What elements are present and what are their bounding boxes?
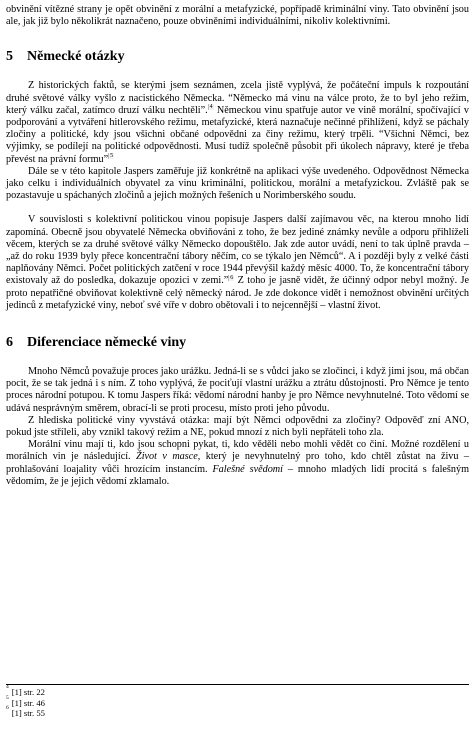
- footnote-text: [1] str. 55: [11, 708, 45, 719]
- footnote-ref[interactable]: 5: [110, 153, 114, 160]
- paragraph-text: V souvislosti s kolektivní politickou vinou popisuje Jaspers další zajímavou věc, na kterou mnoho lidí zapomíná. Obecně jsou obyvatelé Německa obviňováni z toho, že bez jediné známky nevůle a odporu přihlíželi věcem, kterých se za druhé světové války Německo dopouštělo. Jak zde autor uvádí, není to tak úplně pravda – „až do roku 1939 byly přece koncentrační tábory něčím, co se týkalo jen Němců“. A i později byly z velké části naplňovány Němci. Počet politických zatčení v roce 1944 převýšil každý měsíc 4000. To, že koncentrační tábory existovaly až do posledka, dokazuje opozici v zemi.”: [6, 214, 469, 287]
- section-title: Německé otázky: [27, 49, 125, 65]
- paragraph-intro: obvinění vítězné strany je opět obvinění z morální a metafyzické, popřípadě kriminální viny. Tato obvinění jsou ale, jak již bylo několikrát naznačeno, pouze obviněními individuálními, nikoliv kolektivními.: [6, 4, 469, 28]
- section-number: 6: [6, 335, 13, 351]
- paragraph-text: , který je nevyhnutelný pro toho, kdo chtěl zůstat na živu – prohlašování loajality vůči hrozícím instancím.: [6, 451, 469, 475]
- footnote-mark: 4: [6, 684, 9, 690]
- emphasis: Falešné svědomí: [212, 463, 283, 475]
- footnote-ref[interactable]: 6: [230, 275, 234, 282]
- paragraph-text: Z toho je jasně vidět, že účinný odpor nebyl možný. Je proto nepatřičné obviňovat kolektivně celý německý národ. Je zde dokonce vidět i nemožnost obvinění určitých jedinců z metafyzické viny, neboť své víře v dobro obětovali i to nejcennější – vlastní život.: [6, 275, 469, 311]
- paragraph-text: Německou vinu spatřuje autor ve vině morální, spočívající v podporování a vytváření hitlerovského režimu, metafyzické, která naznačuje nečinné přihlížení, když se páchaly zločiny a politické, kdy jsou všichni občané odpovědni za činy režimu, který trpěli. “Všichni Němci, bez výjimky, se podílejí na politické odpovědnosti. Musí tudíž společně působit při úkolech nápravy, které je třeba převést na právní formu”: [6, 104, 469, 165]
- paragraph-text: Morální vinu mají ti, kdo jsou schopni pykat, ti, kdo věděli nebo mohli vědět co činí. Možné rozdělení u morálních vin je následující.: [6, 439, 469, 463]
- paragraph: Z hlediska politické viny vyvstává otázka: mají být Němci odpovědni za zločiny? Odpověď zní ANO, pokud jste stříleli, aby vznikl takový režim a NE, pokud mnozí z nich byli nepřáteli toho zla.: [6, 414, 469, 439]
- footnotes: [6, 684, 469, 719]
- paragraph: Dále se v této kapitole Jaspers zaměřuje již konkrétně na aplikaci výše uvedeného. Odpovědnost Německa jako celku i individuálních obyvatel za vinu kriminální, politickou, morální a metafyzickou. Zvláště pak se pozastavuje u spáchaných zločinů a jejich možných řešeních u Norimberského soudu.: [6, 165, 469, 202]
- paragraph: Mnoho Němců považuje proces jako urážku. Jedná-li se s vůdci jako se zločinci, i když jimi jsou, má občan pocit, že se tak jedná i s ním. Z toho vyplývá, že pociťují vlastní urážku a ztrátu důstojnosti. Pro Němce je tento proces národní potupou. K tomu Jaspers říká: vědomí národní hanby je pro Němce nevyhnutelné. Toto vědomí se udává nesprávným směrem, obrací-li se proti procesu, místo proti jeho původu.: [6, 366, 469, 414]
- footnote-text: [1] str. 46: [11, 697, 45, 708]
- footnote-text: [1] str. 22: [11, 687, 45, 697]
- emphasis: Život v masce: [136, 451, 198, 463]
- footnote: [6, 684, 469, 698]
- paragraph: [6, 439, 469, 488]
- footnote-ref[interactable]: 4: [209, 104, 213, 111]
- footnote: [6, 694, 469, 709]
- paragraph: [6, 214, 469, 312]
- paragraph-text: Z historických faktů, se kterými jsem seznámen, zcela jistě vyplývá, že počáteční impuls k rozpoutání druhé světové války vyšlo z nacistického Německa. “Německo má vinu na válce proto, že to byl jeho režim, který válku začal, zatímco druzí válku nechtěli”.: [6, 80, 469, 116]
- paragraph-text: – mnoho mladých lidí procitá s falešným vědomím, že je jejich vědomí zklamalo.: [6, 463, 469, 487]
- footnote: [6, 705, 469, 719]
- section-heading-5: [6, 48, 469, 66]
- paragraph: [6, 80, 469, 165]
- footnote-mark: 6: [6, 705, 9, 712]
- section-title: Diferenciace německé viny: [27, 335, 187, 351]
- section-number: 5: [6, 49, 13, 65]
- footnote-mark: 5: [6, 694, 9, 701]
- section-heading-6: [6, 334, 469, 352]
